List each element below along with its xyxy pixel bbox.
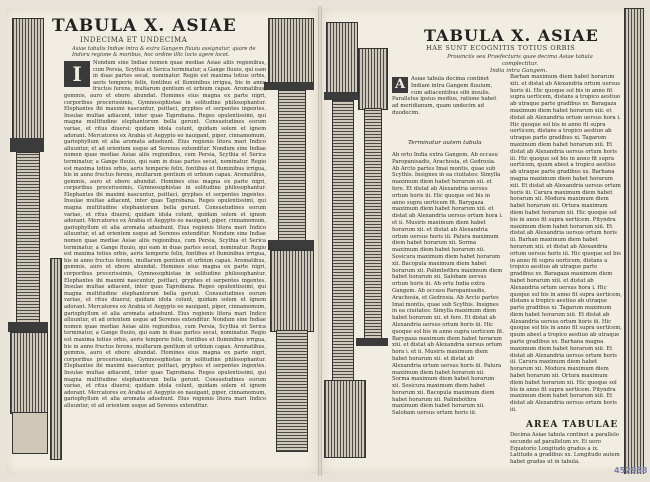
inventory-stamp: 452958	[614, 466, 648, 475]
body-text-repeat-2: Nondum sine Indiae nomen quae mediae Asiae aliis regionibus, cum Persia, Scythia et Serica terminatur, a Gange fluuio, qui eam in duas partes secat, nominatur. Regio est maxima totius orbis, aeris temperie felix, fontibus et fluminibus irrigua, bis in anno fructus ferens, multarum gentium et urbium capax. Aromatibus, gemmis, auro et ebore abundat. Homines eius magna ex parte nigri, corporibus procerissimis, Gymnosophistae in solitudine philosophantur. Elephantes ibi maximi nascuntur, psittaci, gryphes et serpentes ingentes. Insulae multae adiacent, inter quas Taprobana. Reges opulentissimi, qui magna multitudine elephantorum bella gerunt. Consuetudines eorum variae, et ritus diuersi; quidam idola colunt, quidam solem et ignem adorant. Mercatores ex Arabia et Aegypto eo nauigant, piper, cinnamomum, gariophyllum et alia aromata aduehunt. Eius regionis litora mari Indico alluuntur, et ad orientem usque ad Serenos extenditur.	[64, 231, 266, 324]
woodcut-tower-top	[326, 22, 358, 94]
body-text: Nondum sine Indiae nomen quae mediae Asiae aliis regionibus, cum Persia, Scythia et Serica terminatur, a Gange fluuio, qui eam in duas partes secat, nominatur. Regio est maxima totius orbis, aeris temperie felix, fontibus et fluminibus irrigua, bis in anno fructus ferens, multarum gentium et urbium capax. Aromatibus, gemmis, auro et ebore abundat. Homines eius magna ex parte nigri, corporibus procerissimis, Gymnosophistae in solitudine philosophantur. Elephantes ibi maximi nascuntur, psittaci, gryphes et serpentes ingentes. Insulae multae adiacent, inter quas Taprobana. Reges opulentissimi, qui magna multitudine elephantorum bella gerunt. Consuetudines eorum variae, et ritus diuersi; quidam idola colunt, quidam solem et ignem adorant. Mercatores ex Arabia et Aegypto eo nauigant, piper, cinnamomum, gariophyllum et alia aromata aduehunt. Eius regionis litora mari Indico alluuntur, et ad orientem usque ad Serenos extenditur.	[64, 60, 266, 152]
page-subtitle-right: HAE SUNT ECOGNITIS TOTIUS ORBIS	[426, 44, 576, 52]
woodcut-figure-right	[270, 250, 314, 332]
parallels-paragraph: Parallelus ipsius medius, ratione habet ad meridianum, quam undecim ad duodecim.	[392, 96, 497, 116]
woodcut-tower-base	[324, 380, 366, 458]
right-page	[322, 8, 644, 474]
page-title: TABULA X. ASIAE	[52, 16, 237, 36]
woodcut-tower-column	[332, 100, 354, 382]
area-body: Decima Asiae tabula continet a parallelo secundo ad parallelum xv. Ei uero Equatorio Longitudo gradus a ix. Latitudo a gradibus xx. Longitudo autem habet gradus ut in tabula.	[510, 432, 620, 466]
column-1-body-repeat: Ab ortu India extra Gangem. Ab occasu Paropanisadis, Arachosia, et Gedrosia. Ab Arcto partes Imai montis, quae sub Scythis. Insignes in ea ciuitates: Simylla maximum diem habet horarum xii. et fere. Et distat ab Alexandria uersus ortum horis iii. Hic quoque sol bis in anno supra uerticem fit. Barygaza maximum diem habet horarum xiii. et distat ab Alexandria uersus ortum hora i. et ii. Musiris maximum diem habet horarum xii. et distat ab Alexandria ortum uersus horis iii. Palura maximum diem habet horarum xii. Sorma maximum diem habet horarum xii. Sosicura maximum diem habet horarum xii. Bacopula maximum diem habet horarum xii. Palimbothra maximum diem habet horarum xii. Salobam uersus ortum horis iii.	[392, 281, 504, 417]
area-text	[510, 432, 622, 472]
woodcut-pillar-top-left	[12, 18, 44, 140]
page-subtitle-right-region: India intra Gangem.	[490, 68, 548, 74]
page-subtitle: INDECIMA ET UNDECIMA	[80, 36, 188, 44]
woodcut-column-base	[268, 240, 314, 250]
column-1-text	[392, 152, 504, 472]
woodcut-fountain	[358, 48, 388, 110]
woodcut-gate-top	[268, 18, 314, 84]
section-heading: Terminatur autem tabula	[408, 140, 482, 146]
woodcut-figure-panel	[10, 332, 48, 414]
body-text-repeat: Nondum sine Indiae nomen quae mediae Asiae aliis regionibus, cum Persia, Scythia et Serica terminatur, a Gange fluuio, qui eam in duas partes secat, nominatur. Regio est maxima totius orbis, aeris temperie felix, fontibus et fluminibus irrigua, bis in anno fructus ferens, multarum gentium et urbium capax. Aromatibus, gemmis, auro et ebore abundat. Homines eius magna ex parte nigri, corporibus procerissimis, Gymnosophistae in solitudine philosophantur. Elephantes ibi maximi nascuntur, psittaci, gryphes et serpentes ingentes. Insulae multae adiacent, inter quas Taprobana. Reges opulentissimi, qui magna multitudine elephantorum bella gerunt. Consuetudines eorum variae, et ritus diuersi; quidam idola colunt, quidam solem et ignem adorant. Mercatores ex Arabia et Aegypto eo nauigant, piper, cinnamomum, gariophyllum et alia aromata aduehunt. Eius regionis litora mari Indico alluuntur, et ad orientem usque ad Serenos extenditur.	[64, 145, 266, 238]
woodcut-right-border	[624, 8, 644, 474]
woodcut-second-column	[364, 108, 382, 340]
page-title-right: TABULA X. ASIAE	[424, 26, 599, 45]
woodcut-column	[16, 152, 40, 324]
drop-cap: I	[64, 61, 90, 87]
woodcut-capital	[10, 138, 44, 152]
intro-text	[392, 76, 504, 136]
body-text-block	[64, 60, 266, 474]
page-subtitle-right-detail: Prouinciis seu Praefecturis quae decima Asiae tabula complectitur.	[447, 54, 593, 67]
woodcut-coat-of-arms	[12, 412, 48, 454]
woodcut-rope-border	[50, 258, 62, 460]
woodcut-lower-column	[276, 330, 308, 452]
woodcut-cornice	[264, 82, 314, 90]
woodcut-tower-cornice	[324, 92, 360, 100]
column-2-body: Barhan maximum diem habet horarum xiii. et distat ab Alexandria ortum uersus horis iii. Hic quoque sol bis in anno fit supra uerticem, distans a tropico aestiuo ab utraque parte gradibus xv. Baragaza maximum diem habet horarum xiii. et distat ab Alexandria ortum uersus hora i. Hic quoque sol bis in anno fit supra uerticem, distans a tropico aestiuo ab utraque parte gradibus xi. Tagarum maximum diem habet horarum xiii. Et distat ab Alexandria uersus ortum horis iii. Hic quoque sol bis in anno fit supra uerticem, quum abest a tropico aestiuo ab utraque parte gradibus xx. Barhana magna maximum diem habet horarum xiii. Et distat ab Alexandria uersus ortum horis iii. Carura maximum diem habet horarum xii. Modura maximum diem habet horarum xii. Ortura maximum diem habet horarum xii. Hic quoque sol bis in anno fit supra uerticem. Pityndra maximum diem habet horarum xiii. Et distat ab Alexandria uersus ortum horis iii.	[510, 74, 621, 244]
intro-paragraph: Asiae tabula decima continet Indiam intra Gangem fluuium, cum adiacentibus sibi insulis.	[411, 76, 493, 96]
body-text-repeat-3: Nondum sine Indiae nomen quae mediae Asiae aliis regionibus, cum Persia, Scythia et Serica terminatur, a Gange fluuio, qui eam in duas partes secat, nominatur. Regio est maxima totius orbis, aeris temperie felix, fontibus et fluminibus irrigua, bis in anno fructus ferens, multarum gentium et urbium capax. Aromatibus, gemmis, auro et ebore abundat. Homines eius magna ex parte nigri, corporibus procerissimis, Gymnosophistae in solitudine philosophantur. Elephantes ibi maximi nascuntur, psittaci, gryphes et serpentes ingentes. Insulae multae adiacent, inter quas Taprobana. Reges opulentissimi, qui magna multitudine elephantorum bella gerunt. Consuetudines eorum variae, et ritus diuersi; quidam idola colunt, quidam solem et ignem adorant. Mercatores ex Arabia et Aegypto eo nauigant, piper, cinnamomum, gariophyllum et alia aromata aduehunt. Eius regionis litora mari Indico alluuntur, et ad orientem usque ad Serenos extenditur.	[64, 317, 266, 409]
page-subtitle-detail: Asiae tabulis Indiae intra & extra Gangem fluuiu assignatur, quare de Indoru regione & moribus, hoc ordine illic locis agere locet.	[72, 46, 256, 59]
left-page	[6, 8, 318, 474]
column-1-body: Ab ortu India extra Gangem. Ab occasu Paropanisadis, Arachosia, et Gedrosia. Ab Arcto partes Imai montis, quae sub Scythis. Insignes in ea ciuitates: Simylla maximum diem habet horarum xii. et fere. Et distat ab Alexandria uersus ortum horis iii. Hic quoque sol bis in anno supra uerticem fit. Barygaza maximum diem habet horarum xiii. et distat ab Alexandria uersus ortum hora i. et ii. Musiris maximum diem habet horarum xii. et distat ab Alexandria ortum uersus horis iii. Palura maximum diem habet horarum xii. Sorma maximum diem habet horarum xii. Sosicura maximum diem habet horarum xii. Bacopula maximum diem habet horarum xii. Palimbothra maximum diem habet horarum xii. Salobam uersus ortum horis iii.	[392, 152, 503, 288]
area-heading: AREA TABULAE	[526, 420, 619, 430]
column-2-text	[510, 74, 622, 418]
woodcut-column-right	[278, 90, 306, 242]
drop-cap-right: A	[392, 77, 408, 93]
woodcut-second-base	[356, 338, 388, 346]
column-2-body-repeat: Barhan maximum diem habet horarum xiii. et distat ab Alexandria ortum uersus horis iii. Hic quoque sol bis in anno fit supra uerticem, distans a tropico aestiuo ab utraque parte gradibus xv. Baragaza maximum diem habet horarum xiii. et distat ab Alexandria ortum uersus hora i. Hic quoque sol bis in anno fit supra uerticem, distans a tropico aestiuo ab utraque parte gradibus xi. Tagarum maximum diem habet horarum xiii. Et distat ab Alexandria uersus ortum horis iii. Hic quoque sol bis in anno fit supra uerticem, quum abest a tropico aestiuo ab utraque parte gradibus xx. Barhana magna maximum diem habet horarum xiii. Et distat ab Alexandria uersus ortum horis iii. Carura maximum diem habet horarum xii. Modura maximum diem habet horarum xii. Ortura maximum diem habet horarum xii. Hic quoque sol bis in anno fit supra uerticem. Pityndra maximum diem habet horarum xiii. Et distat ab Alexandria uersus ortum horis iii.	[510, 237, 622, 414]
woodcut-base	[8, 322, 48, 332]
